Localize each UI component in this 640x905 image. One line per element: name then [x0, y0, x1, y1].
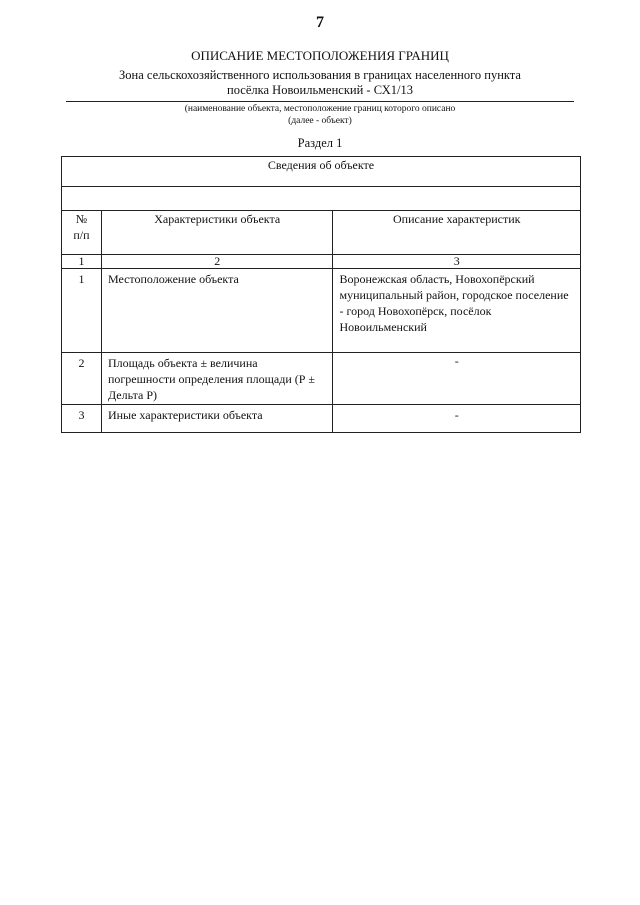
- header-number-symbol: №: [75, 212, 88, 226]
- header-description: Описание характеристик: [333, 211, 581, 255]
- page-number: 7: [316, 14, 324, 31]
- object-note: [0, 103, 640, 127]
- column-number-1: 1: [62, 255, 102, 269]
- table-spacer-cell: [62, 187, 581, 211]
- table-row: [62, 269, 581, 353]
- header-characteristics: Характеристики объекта: [101, 211, 333, 255]
- row-2-description: -: [333, 353, 581, 405]
- table-row: [62, 353, 581, 405]
- row-3-number: 3: [62, 405, 102, 433]
- row-3-characteristic: Иные характеристики объекта: [101, 405, 333, 433]
- table-spacer-row: [62, 187, 581, 211]
- zone-name: [0, 68, 640, 98]
- row-1-number: 1: [62, 269, 102, 353]
- object-note-line-2: (далее - объект): [288, 116, 352, 126]
- table-caption-row: [62, 157, 581, 187]
- zone-name-line-1: Зона сельскохозяйственного использования в границах населенного пункта: [119, 68, 521, 82]
- object-info-table: [61, 156, 581, 433]
- table-header-row: [62, 211, 581, 255]
- zone-name-line-2: посёлка Новоильменский - СХ1/13: [227, 83, 413, 97]
- row-3-description: -: [333, 405, 581, 433]
- row-1-description: Воронежская область, Новохопёрский муниципальный район, городское поселение - город Новохопёрск, посёлок Новоильменский: [333, 269, 581, 353]
- object-note-line-1: (наименование объекта, местоположение границ которого описано: [184, 104, 456, 114]
- row-2-number: 2: [62, 353, 102, 405]
- underline-rule: [66, 101, 574, 102]
- table-caption: Сведения об объекте: [62, 157, 581, 187]
- column-number-2: 2: [101, 255, 333, 269]
- row-2-characteristic: Площадь объекта ± величина погрешности определения площади (Р ± Дельта Р): [101, 353, 333, 405]
- column-number-row: [62, 255, 581, 269]
- document-title: ОПИСАНИЕ МЕСТОПОЛОЖЕНИЯ ГРАНИЦ: [191, 48, 449, 63]
- table-row: [62, 405, 581, 433]
- section-heading: Раздел 1: [297, 136, 343, 150]
- row-1-characteristic: Местоположение объекта: [101, 269, 333, 353]
- column-number-3: 3: [333, 255, 581, 269]
- header-number: [62, 211, 102, 255]
- header-number-abbr: п/п: [73, 228, 90, 242]
